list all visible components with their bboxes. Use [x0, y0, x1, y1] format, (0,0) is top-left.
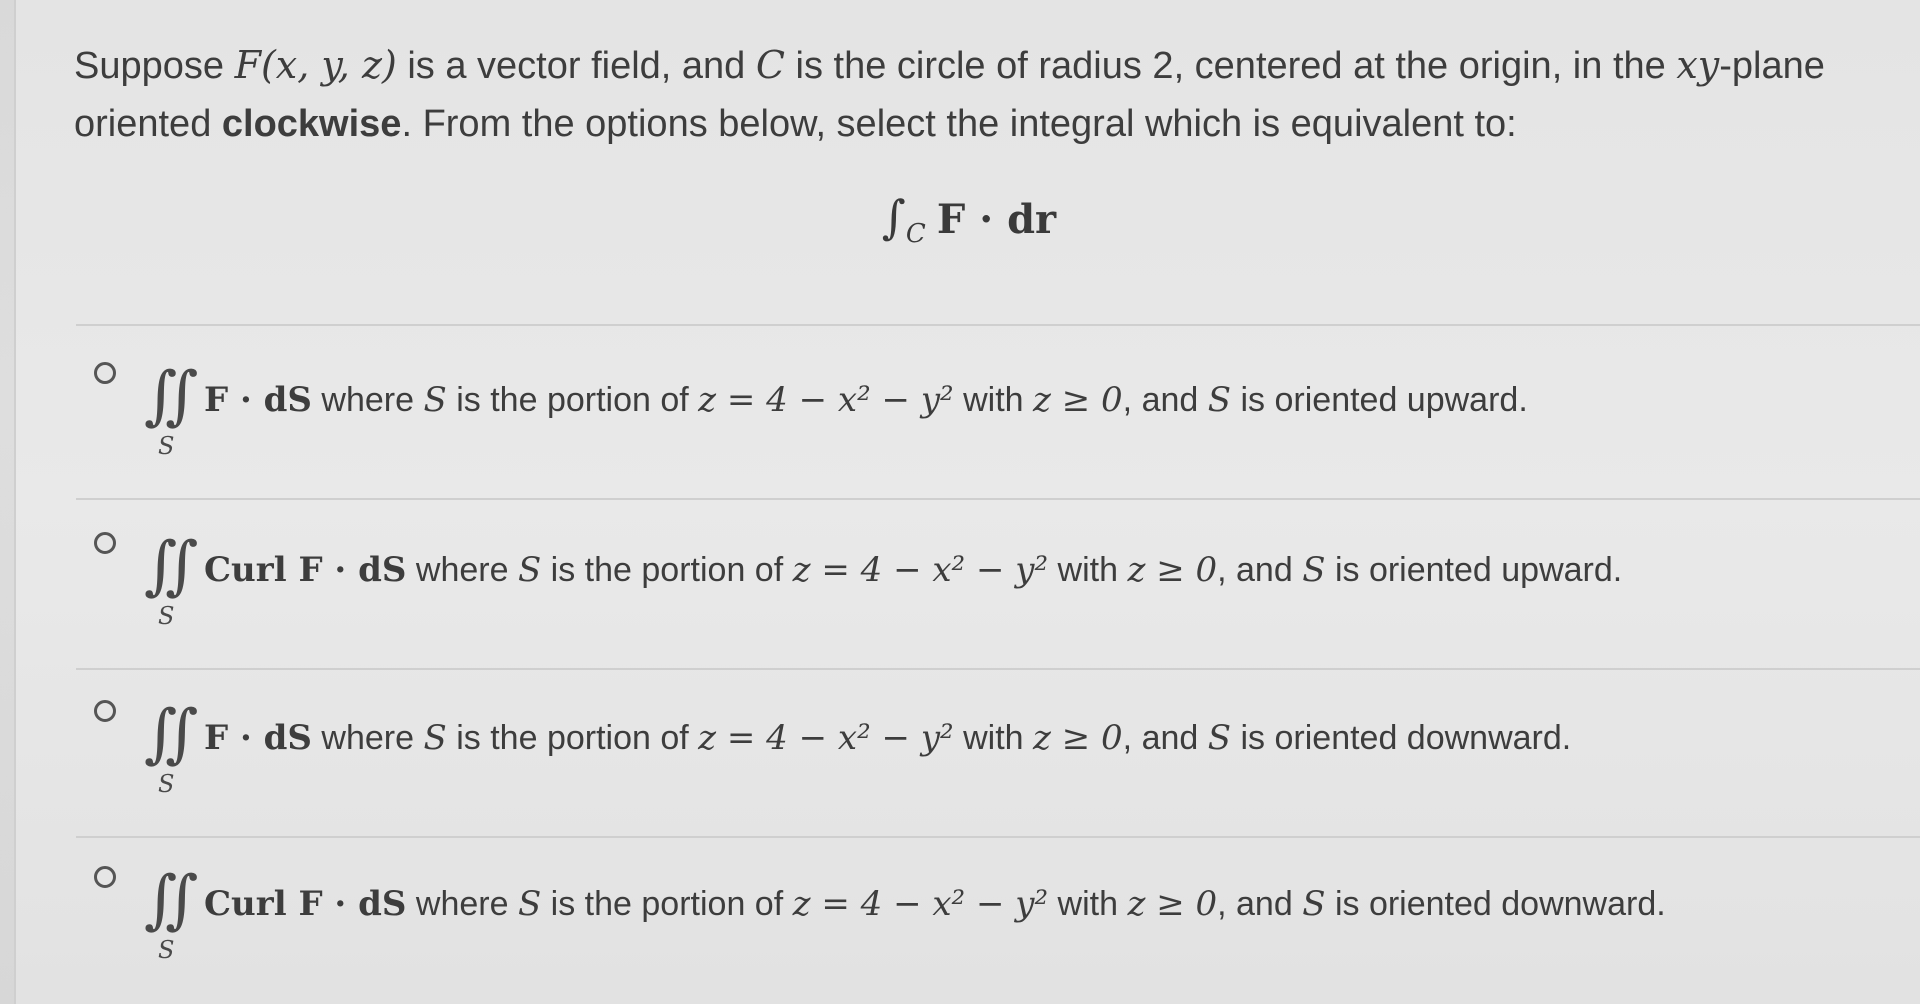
surface-equation: z = 4 − x² − y² — [698, 718, 954, 758]
question-part4: -plane oriented — [74, 45, 1825, 145]
orientation-emphasis: clockwise — [221, 103, 402, 145]
question-card — [14, 0, 1920, 1004]
text-portion: is the portion of — [446, 719, 699, 757]
line-integrand: F · dr — [936, 196, 1057, 243]
text-and: , and — [1217, 551, 1303, 589]
text-and: , and — [1122, 719, 1208, 757]
vector-field-name: F(x, y, z) — [234, 43, 397, 87]
text-portion: is the portion of — [541, 551, 793, 589]
surface-symbol: S — [1207, 718, 1232, 758]
divider — [76, 324, 1920, 326]
surface-symbol: S — [517, 550, 542, 590]
answer-option-2[interactable] — [86, 506, 1906, 656]
divider — [76, 498, 1920, 500]
text-where: where — [406, 885, 518, 923]
question-part3: is the circle of radius 2, centered at the origin, in the — [784, 45, 1677, 87]
option-text — [204, 718, 1571, 758]
answer-option-1[interactable] — [86, 336, 1906, 486]
answer-option-3[interactable] — [86, 674, 1906, 824]
orientation-text: is oriented downward. — [1231, 719, 1572, 757]
surface-integral-sign — [144, 356, 204, 466]
condition: z ≥ 0 — [1033, 718, 1123, 758]
surface-equation: z = 4 − x² − y² — [792, 550, 1049, 590]
condition: z ≥ 0 — [1127, 550, 1218, 590]
radio-button-option-3[interactable] — [94, 700, 116, 722]
option-text — [204, 550, 1622, 590]
integral-sign: ∫ — [881, 190, 906, 244]
plane-name: xy — [1676, 43, 1720, 87]
surface-symbol: S — [1302, 550, 1326, 590]
question-part2: is a vector field, and — [396, 45, 756, 87]
text-with: with — [1048, 551, 1128, 589]
surface-equation: z = 4 − x² − y² — [698, 380, 954, 420]
text-and: , and — [1217, 885, 1303, 923]
answer-option-4[interactable] — [86, 840, 1906, 990]
option-text — [204, 884, 1666, 924]
double-integral-icon: ∬ — [144, 863, 177, 937]
double-integral-icon: ∬ — [144, 697, 177, 771]
double-integral-icon: ∬ — [144, 359, 177, 433]
text-where: where — [311, 719, 424, 757]
radio-button-option-2[interactable] — [94, 532, 116, 554]
integrand: F · dS — [204, 718, 312, 758]
text-portion: is the portion of — [446, 381, 699, 419]
surface-integral-sign — [144, 860, 204, 970]
curve-name: C — [755, 43, 785, 87]
surface-integral-sign — [144, 694, 204, 804]
integrand: F · dS — [204, 380, 312, 420]
condition: z ≥ 0 — [1033, 380, 1123, 420]
integral-subscript: C — [905, 219, 926, 249]
orientation-text: is oriented downward. — [1325, 885, 1666, 923]
divider — [76, 668, 1920, 670]
surface-symbol: S — [1207, 380, 1232, 420]
radio-button-option-1[interactable] — [94, 362, 116, 384]
condition: z ≥ 0 — [1127, 884, 1218, 924]
surface-integral-sign — [144, 526, 204, 636]
question-text — [74, 36, 1894, 153]
option-text — [204, 380, 1528, 420]
surface-symbol: S — [423, 718, 447, 758]
double-integral-icon: ∬ — [144, 529, 177, 603]
line-integral — [16, 190, 1920, 249]
text-where: where — [406, 551, 518, 589]
surface-symbol: S — [1302, 884, 1326, 924]
divider — [76, 836, 1920, 838]
integral-subscript: S — [158, 936, 175, 964]
orientation-text: is oriented upward. — [1325, 551, 1623, 589]
surface-symbol: S — [517, 884, 542, 924]
integral-subscript: S — [158, 432, 175, 460]
text-portion: is the portion of — [541, 885, 793, 923]
text-where: where — [311, 381, 424, 419]
text-and: , and — [1122, 381, 1208, 419]
question-part1: Suppose — [74, 45, 235, 87]
integral-subscript: S — [158, 602, 175, 630]
surface-symbol: S — [423, 380, 447, 420]
radio-button-option-4[interactable] — [94, 866, 116, 888]
integrand: Curl F · dS — [204, 550, 407, 590]
question-part5: . From the options below, select the integral which is equivalent to: — [401, 103, 1517, 145]
text-with: with — [1048, 885, 1128, 923]
surface-equation: z = 4 − x² − y² — [792, 884, 1049, 924]
text-with: with — [953, 381, 1034, 419]
text-with: with — [953, 719, 1034, 757]
orientation-text: is oriented upward. — [1231, 381, 1528, 419]
integrand: Curl F · dS — [204, 884, 407, 924]
integral-subscript: S — [158, 770, 175, 798]
